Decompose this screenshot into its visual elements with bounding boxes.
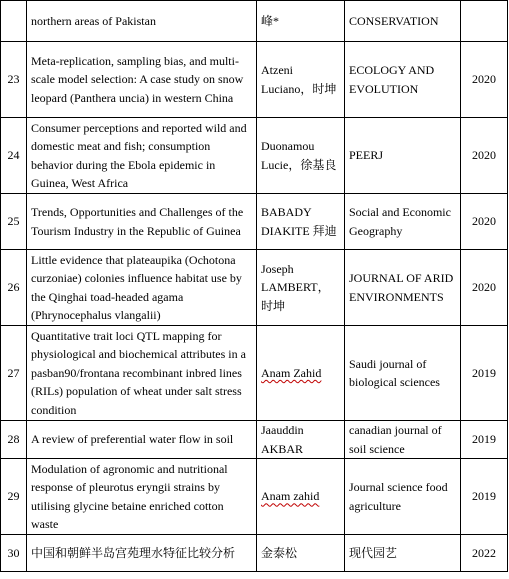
table-row — [1, 421, 508, 459]
author-name: Anam Zahid — [261, 365, 322, 380]
row-number: 29 — [1, 459, 27, 535]
year-cell: 2022 — [461, 535, 508, 572]
table-row — [1, 459, 508, 535]
paper-title: Trends, Opportunities and Challenges of the Tourism Industry in the Republic of Guinea — [27, 194, 257, 250]
author-name: Anam zahid — [261, 489, 320, 504]
table-row — [1, 535, 508, 572]
journal-cell: Saudi journal of biological sciences — [345, 326, 461, 421]
paper-title: northern areas of Pakistan — [27, 1, 257, 42]
table-row — [1, 250, 508, 326]
year-cell: 2020 — [461, 194, 508, 250]
paper-title: Modulation of agronomic and nutritional response of pleurotus eryngii strains by utilising glycine betaine enriched cotton waste — [27, 459, 257, 535]
author-cell: Atzeni Luciano，时坤 — [257, 42, 345, 118]
paper-title: 中国和朝鲜半岛宫苑理水特征比较分析 — [27, 535, 257, 572]
author-cell: Joseph LAMBERT，时坤 — [257, 250, 345, 326]
author-cell — [257, 459, 345, 535]
paper-title: Consumer perceptions and reported wild and domestic meat and fish; consumption behavior during the Ebola epidemic in Guinea, West Africa — [27, 118, 257, 194]
year-cell: 2020 — [461, 118, 508, 194]
row-number: 27 — [1, 326, 27, 421]
author-cell: 峰* — [257, 1, 345, 42]
table-row — [1, 118, 508, 194]
year-cell: 2019 — [461, 326, 508, 421]
table-row — [1, 326, 508, 421]
journal-cell: Social and Economic Geography — [345, 194, 461, 250]
table-row — [1, 194, 508, 250]
paper-title: Little evidence that plateaupika (Ochotona curzoniae) colonies influence habitat use by the Qinghai toad-headed agama (Phrynocephalus vlangalii) — [27, 250, 257, 326]
row-number: 24 — [1, 118, 27, 194]
journal-cell: CONSERVATION — [345, 1, 461, 42]
journal-cell: JOURNAL OF ARID ENVIRONMENTS — [345, 250, 461, 326]
year-cell: 2020 — [461, 42, 508, 118]
year-cell: 2019 — [461, 459, 508, 535]
author-cell: 金泰松 — [257, 535, 345, 572]
table-row — [1, 1, 508, 42]
journal-cell: canadian journal of soil science — [345, 421, 461, 459]
table-row — [1, 42, 508, 118]
year-cell: 2020 — [461, 250, 508, 326]
paper-title: Quantitative trait loci QTL mapping for physiological and biochemical attributes in a pasban90/frontana recombinant inbred lines (RILs) population of wheat under salt stress condition — [27, 326, 257, 421]
year-cell: 2019 — [461, 421, 508, 459]
row-number: 30 — [1, 535, 27, 572]
journal-cell: PEERJ — [345, 118, 461, 194]
year-cell — [461, 1, 508, 42]
author-cell: Duonamou Lucie，徐基良 — [257, 118, 345, 194]
author-cell — [257, 326, 345, 421]
author-cell: BABADY DIAKITE 拜迪 — [257, 194, 345, 250]
paper-title: Meta-replication, sampling bias, and multi-scale model selection: A case study on snow leopard (Panthera uncia) in western China — [27, 42, 257, 118]
journal-cell: ECOLOGY AND EVOLUTION — [345, 42, 461, 118]
row-number: 28 — [1, 421, 27, 459]
journal-cell: 现代园艺 — [345, 535, 461, 572]
paper-title: A review of preferential water flow in soil — [27, 421, 257, 459]
author-cell: Jaauddin AKBAR — [257, 421, 345, 459]
row-number: 25 — [1, 194, 27, 250]
journal-cell: Journal science food agriculture — [345, 459, 461, 535]
row-number: 23 — [1, 42, 27, 118]
row-number: 26 — [1, 250, 27, 326]
row-number — [1, 1, 27, 42]
